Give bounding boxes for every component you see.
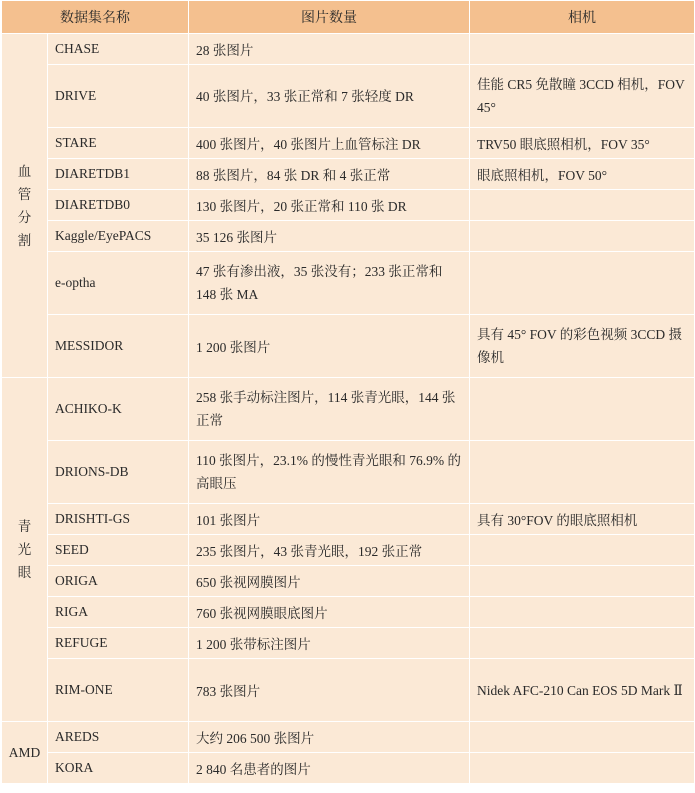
dataset-name: SEED (48, 535, 189, 566)
table-row (2, 65, 695, 128)
dataset-name: ORIGA (48, 566, 189, 597)
camera: 具有 45° FOV 的彩色视频 3CCD 摄像机 (470, 315, 695, 378)
dataset-name: KORA (48, 753, 189, 784)
header-row (2, 1, 695, 34)
camera (470, 221, 695, 252)
camera: 具有 30°FOV 的眼底照相机 (470, 504, 695, 535)
dataset-name: DRIONS-DB (48, 441, 189, 504)
dataset-name: DIARETDB0 (48, 190, 189, 221)
image-count: 650 张视网膜图片 (189, 566, 470, 597)
dataset-name: DRIVE (48, 65, 189, 128)
image-count: 40 张图片，33 张正常和 7 张轻度 DR (189, 65, 470, 128)
image-count: 2 840 名患者的图片 (189, 753, 470, 784)
dataset-name: DIARETDB1 (48, 159, 189, 190)
table-row (2, 252, 695, 315)
table-row (2, 597, 695, 628)
camera (470, 628, 695, 659)
table-row (2, 34, 695, 65)
image-count: 大约 206 500 张图片 (189, 722, 470, 753)
header-image-count: 图片数量 (189, 1, 470, 34)
image-count: 28 张图片 (189, 34, 470, 65)
category-vessel-segmentation: 血管分割 (2, 34, 48, 378)
dataset-name: e-optha (48, 252, 189, 315)
image-count: 760 张视网膜眼底图片 (189, 597, 470, 628)
camera: 佳能 CR5 免散瞳 3CCD 相机，FOV 45° (470, 65, 695, 128)
dataset-name: Kaggle/EyePACS (48, 221, 189, 252)
dataset-name: DRISHTI-GS (48, 504, 189, 535)
image-count: 1 200 张带标注图片 (189, 628, 470, 659)
camera: 眼底照相机，FOV 50° (470, 159, 695, 190)
category-amd: AMD (2, 722, 48, 784)
table-row (2, 535, 695, 566)
dataset-name: CHASE (48, 34, 189, 65)
dataset-table (1, 0, 695, 784)
camera (470, 190, 695, 221)
table-row (2, 628, 695, 659)
image-count: 101 张图片 (189, 504, 470, 535)
header-camera: 相机 (470, 1, 695, 34)
camera (470, 753, 695, 784)
image-count: 400 张图片，40 张图片上血管标注 DR (189, 128, 470, 159)
table-row (2, 128, 695, 159)
table-row (2, 315, 695, 378)
image-count: 130 张图片，20 张正常和 110 张 DR (189, 190, 470, 221)
image-count: 35 126 张图片 (189, 221, 470, 252)
image-count: 258 张手动标注图片，114 张青光眼，144 张正常 (189, 378, 470, 441)
camera (470, 441, 695, 504)
camera (470, 535, 695, 566)
image-count: 783 张图片 (189, 659, 470, 722)
camera (470, 566, 695, 597)
image-count: 110 张图片，23.1% 的慢性青光眼和 76.9% 的高眼压 (189, 441, 470, 504)
table-row (2, 221, 695, 252)
image-count: 47 张有渗出液，35 张没有；233 张正常和 148 张 MA (189, 252, 470, 315)
dataset-name: RIM-ONE (48, 659, 189, 722)
dataset-name: ACHIKO-K (48, 378, 189, 441)
image-count: 88 张图片，84 张 DR 和 4 张正常 (189, 159, 470, 190)
table-row (2, 566, 695, 597)
dataset-name: RIGA (48, 597, 189, 628)
camera: TRV50 眼底照相机，FOV 35° (470, 128, 695, 159)
dataset-name: MESSIDOR (48, 315, 189, 378)
dataset-name: AREDS (48, 722, 189, 753)
camera (470, 722, 695, 753)
table-row (2, 722, 695, 753)
image-count: 1 200 张图片 (189, 315, 470, 378)
camera: Nidek AFC-210 Can EOS 5D Mark Ⅱ (470, 659, 695, 722)
table-row (2, 159, 695, 190)
table-row (2, 190, 695, 221)
dataset-name: STARE (48, 128, 189, 159)
dataset-name: REFUGE (48, 628, 189, 659)
table-row (2, 753, 695, 784)
camera (470, 597, 695, 628)
table-row (2, 441, 695, 504)
camera (470, 378, 695, 441)
camera (470, 252, 695, 315)
table-row (2, 504, 695, 535)
table-row (2, 659, 695, 722)
header-dataset-name: 数据集名称 (2, 1, 189, 34)
image-count: 235 张图片，43 张青光眼，192 张正常 (189, 535, 470, 566)
category-glaucoma: 青光眼 (2, 378, 48, 722)
camera (470, 34, 695, 65)
table-row (2, 378, 695, 441)
